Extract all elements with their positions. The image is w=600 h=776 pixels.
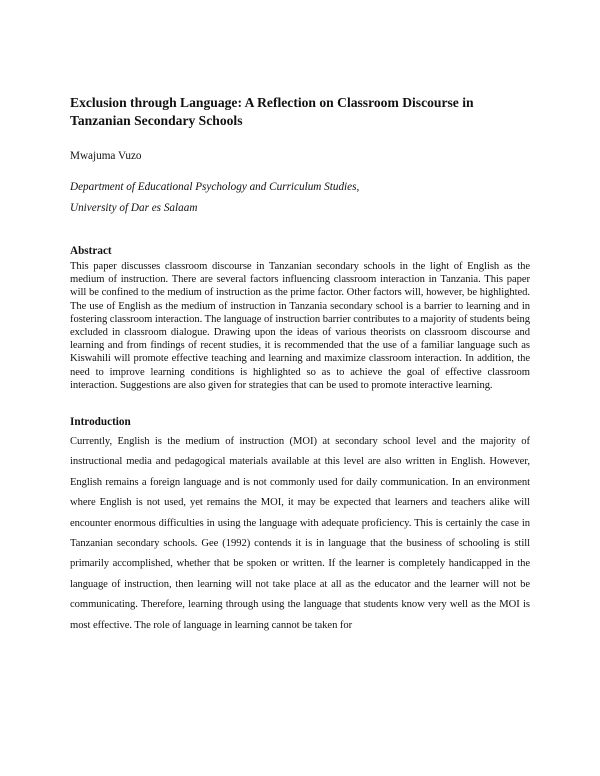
paper-title: Exclusion through Language: A Reflection on Classroom Discourse in Tanzanian Secondary Schools bbox=[70, 95, 474, 128]
abstract-text: This paper discusses classroom discourse in Tanzanian secondary schools in the light of English as the medium of instruction. There are several factors influencing classroom interaction in Tanzania. This paper will be confined to the medium of instruction as the prime factor. Other factors will, however, be highlighted. The use of English as the medium of instruction in Tanzania secondary school is a barrier to learning and in fostering classroom interaction. The language of instruction barrier contributes to a majority of students being excluded in classroom dialogue. Drawing upon the ideas of various theorists on classroom discourse and learning and from findings of recent studies, it is recommended that the use of a familiar language such as Kiswahili will promote effective teaching and learning and maximize classroom interaction. In addition, the need to improve learning conditions is highlighted so as to achieve the goal of effective classroom interaction. Suggestions are also given for strategies that can be used to promote interactive learning. bbox=[70, 261, 530, 391]
affiliation-department: Department of Educational Psychology and Curriculum Studies, bbox=[70, 181, 360, 193]
introduction-heading: Introduction bbox=[70, 416, 131, 429]
introduction-text: Currently, English is the medium of instruction (MOI) at secondary school level and the majority of instructional media and pedagogical materials available at this level are also written in English. However, English remains a foreign language and is not commonly used for daily communication. In an environment where English is not used, yet remains the MOI, it may be expected that learners and teachers alike will encounter enormous difficulties in using the language with adequate proficiency. This is certainly the case in Tanzanian secondary schools. Gee (1992) contends it is in language that the business of schooling is still primarily accomplished, whether that be spoken or written. If the learner is completely handicapped in the language of instruction, then learning will not take place at all as the educator and the learner will not be communicating. Therefore, learning through using the language that students know very well as the MOI is most effective. The role of language in learning cannot be taken for bbox=[70, 436, 530, 631]
paper-page bbox=[70, 94, 530, 636]
affiliation-university: University of Dar es Salaam bbox=[70, 202, 198, 214]
affiliation bbox=[70, 177, 530, 219]
abstract-heading: Abstract bbox=[70, 245, 112, 257]
author-name: Mwajuma Vuzo bbox=[70, 150, 142, 162]
